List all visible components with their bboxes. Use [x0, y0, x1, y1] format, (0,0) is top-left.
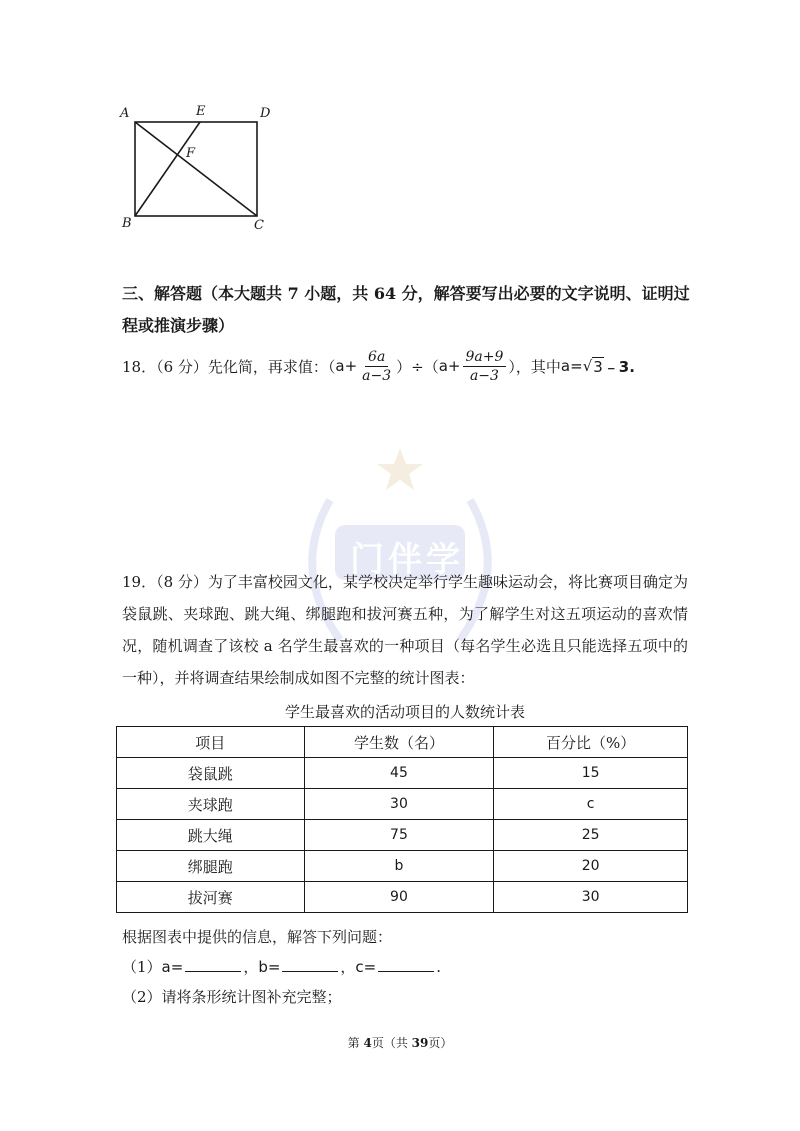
table-cell-item: 绑腿跑 — [117, 851, 305, 882]
table-cell-percent: c — [494, 789, 688, 820]
q18-frac2-numerator: 9a+9 — [463, 349, 507, 367]
sqrt-sign-icon: √ — [582, 357, 593, 375]
geometry-figure — [118, 100, 278, 240]
table-row — [117, 758, 688, 789]
footer-total-pages: 39 — [411, 1036, 429, 1050]
section-heading-line2: 程或推演步骤） — [122, 316, 235, 335]
question-19-paragraph: 19．（8 分）为了丰富校园文化，某学校决定举行学生趣味运动会，将比赛项目确定为袋鼠跳、夹球跑、跳大绳、绑腿跑和拔河赛五种，为了解学生对这五项运动的喜欢情况，随机调查了该校 a 名学生最喜欢的一种项目（每名学生必选且只能选择五项中的一种），并将调查结果绘制成如图不完整的统计图表： — [122, 573, 688, 687]
label-d: D — [260, 106, 271, 121]
section-heading — [122, 278, 692, 342]
q18-sqrt-radicand: 3 — [593, 357, 603, 376]
question-18 — [122, 346, 635, 386]
table-cell-count: 90 — [304, 882, 494, 913]
q18-a1: a+ — [335, 357, 358, 375]
q18-fraction-1 — [359, 349, 394, 384]
table-header-cell: 项目 — [117, 727, 305, 758]
label-f: F — [186, 146, 196, 161]
table-row — [117, 789, 688, 820]
footer-mid: 页（共 — [371, 1036, 412, 1050]
table-cell-item: 跳大绳 — [117, 820, 305, 851]
watermark-text: 门伴学 — [350, 540, 464, 580]
q19-part1-end: . — [436, 958, 442, 976]
table-cell-item: 夹球跑 — [117, 789, 305, 820]
q19-part1-b-label: ，b= — [243, 958, 281, 976]
segment-be — [135, 122, 200, 216]
table-cell-percent: 15 — [494, 758, 688, 789]
footer-pre: 第 — [347, 1036, 364, 1050]
section-heading-line1: 三、解答题（本大题共 7 小题，共 64 分，解答要写出必要的文字说明、证明过 — [122, 284, 690, 303]
table-cell-item: 袋鼠跳 — [117, 758, 305, 789]
table-cell-item: 拔河赛 — [117, 882, 305, 913]
page-footer — [0, 1034, 800, 1051]
q18-frac2-denominator: a−3 — [469, 367, 499, 384]
table-row — [117, 820, 688, 851]
q19-part2: （2）请将条形统计图补充完整； — [122, 988, 342, 1006]
q18-suffix: ），其中 — [508, 357, 561, 376]
footer-post: 页） — [428, 1036, 453, 1050]
q18-condition-rest: ﹣3. — [603, 357, 635, 376]
table-cell-percent: 25 — [494, 820, 688, 851]
q19-part1 — [122, 952, 441, 982]
answer-blank-a[interactable] — [185, 957, 241, 972]
q18-condition-a: a= — [560, 357, 583, 375]
table-header-cell: 百分比（%） — [494, 727, 688, 758]
table-cell-count: 45 — [304, 758, 494, 789]
q18-frac1-denominator: a−3 — [362, 367, 392, 384]
table-title: 学生最喜欢的活动项目的人数统计表 — [284, 703, 525, 721]
label-b: B — [122, 216, 132, 231]
table-header-cell: 学生数（名） — [304, 727, 494, 758]
answer-blank-c[interactable] — [378, 957, 434, 972]
q18-mid: ）÷（ — [396, 357, 439, 376]
q19-part1-prefix: （1） — [122, 958, 162, 976]
table-row — [117, 882, 688, 913]
table-cell-count: 30 — [304, 789, 494, 820]
table-header-row — [117, 727, 688, 758]
answer-blank-b[interactable] — [282, 957, 338, 972]
table-cell-count: 75 — [304, 820, 494, 851]
statistics-table — [116, 726, 688, 913]
q19-intro: 根据图表中提供的信息，解答下列问题： — [122, 928, 393, 946]
question-19-parts — [122, 922, 441, 1012]
table-cell-percent: 30 — [494, 882, 688, 913]
table-cell-count: b — [304, 851, 494, 882]
table-row — [117, 851, 688, 882]
footer-page-number: 4 — [363, 1036, 372, 1050]
q18-prefix: 18．（6 分）先化简，再求值：（ — [122, 357, 336, 376]
q18-a2: a+ — [438, 357, 461, 375]
q18-fraction-2 — [463, 349, 507, 384]
q19-part1-a-label: a= — [161, 958, 184, 976]
label-a: A — [120, 106, 130, 121]
label-e: E — [196, 104, 206, 119]
table-cell-percent: 20 — [494, 851, 688, 882]
diagonal-ac — [135, 122, 257, 216]
label-c: C — [254, 218, 264, 233]
q18-frac1-numerator: 6a — [365, 349, 388, 367]
q19-part1-c-label: ，c= — [340, 958, 377, 976]
